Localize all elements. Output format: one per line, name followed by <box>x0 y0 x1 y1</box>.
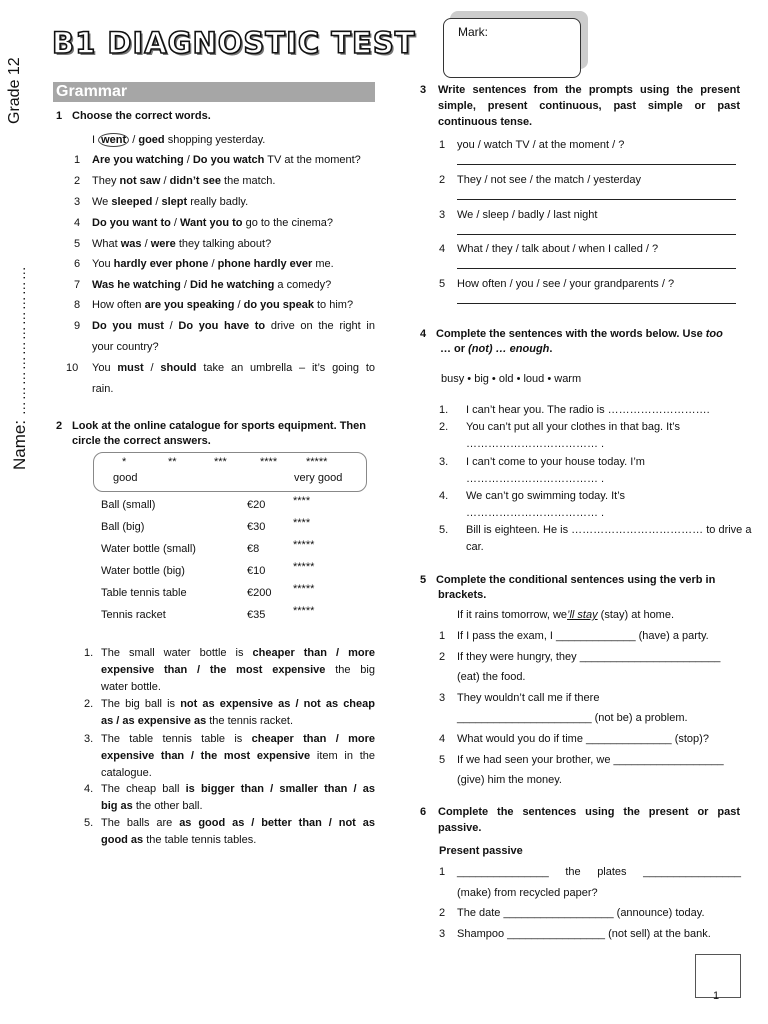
q6-number: 6 <box>420 806 427 818</box>
q6-word-2: plates <box>597 866 627 878</box>
q3-item-number: 4 <box>439 243 446 255</box>
q1-option-sep: / <box>183 154 193 166</box>
q1-option-b: were <box>150 238 176 250</box>
catalogue-item-name: Ball (small) <box>101 499 156 511</box>
q1-item-pre: What <box>92 238 121 250</box>
q5-item-number: 2 <box>439 651 446 663</box>
q5-item-number: 3 <box>439 692 446 704</box>
q1-option-a: was <box>120 238 142 250</box>
catalogue-item-name: Table tennis table <box>101 587 187 599</box>
q3-item-number: 2 <box>439 174 446 186</box>
q5-example-pre: If it rains tomorrow, we <box>457 609 568 621</box>
q5-item-number: 5 <box>439 754 446 766</box>
catalogue-item-rating: ***** <box>293 605 315 617</box>
q1-example <box>92 134 265 146</box>
q1-option-b: didn’t see <box>169 175 221 187</box>
q6-item-number: 3 <box>439 928 446 940</box>
q4-item-line2: ……………………………… . <box>466 473 605 485</box>
q5-item-line2: ______________________ (not be) a problem. <box>457 712 688 724</box>
q5-item-line2: (give) him the money. <box>457 774 562 786</box>
q6-item-line2: (make) from recycled paper? <box>457 887 598 899</box>
catalogue-item-name: Water bottle (big) <box>101 565 185 577</box>
scale-star-3: *** <box>214 456 227 468</box>
catalogue-item-rating: ***** <box>293 539 315 551</box>
q1-option-a: Do you must <box>92 320 164 332</box>
q2-sentence-tail: item in the <box>310 750 375 762</box>
q4-item-line2: ……………………………… . <box>466 507 605 519</box>
q5-item-line1: If I pass the exam, I _____________ (have) a party. <box>457 630 709 642</box>
page-number: 1 <box>713 990 720 1002</box>
q4-item-line2: ……………………………… . <box>466 438 605 450</box>
q2-sentence-options-1: cheaper than / more <box>252 647 375 659</box>
q3-number: 3 <box>420 84 427 96</box>
q2-sentence-number: 3. <box>84 733 94 745</box>
q1-item <box>92 238 375 250</box>
q3-answer-line <box>457 303 736 304</box>
catalogue-item-price: €35 <box>247 609 266 621</box>
q4-prompt-l2b: (not) … enough <box>468 343 550 355</box>
q2-sentence-options-2: good as <box>101 834 144 846</box>
mark-label: Mark: <box>458 25 488 39</box>
q1-option-b: slept <box>161 196 188 208</box>
q1-item-number: 6 <box>74 258 81 270</box>
q1-item-pre: How often <box>92 299 145 311</box>
q1-option-b: do you speak <box>243 299 314 311</box>
q1-option-b: Do you watch <box>192 154 265 166</box>
q2-sentence-options-1: as good as / better than / not as <box>179 817 375 829</box>
q3-answer-line <box>457 268 736 269</box>
q1-option-a: sleeped <box>111 196 153 208</box>
q1-option-b: Did he watching <box>190 279 275 291</box>
q5-example <box>457 609 674 621</box>
catalogue-item-price: €10 <box>247 565 266 577</box>
q1-item <box>92 320 375 332</box>
q3-answer-line <box>457 234 736 235</box>
q1-item-post: TV at the moment? <box>264 154 361 166</box>
q2-sentence-line2 <box>101 715 375 727</box>
q2-sentence-line3: water bottle. <box>101 681 161 693</box>
q1-example-opt2: goed <box>138 134 165 146</box>
q4-item-number: 1. <box>439 404 449 416</box>
q3-item-prompt: They / not see / the match / yesterday <box>457 174 642 186</box>
q6-word-1: the <box>565 866 581 878</box>
q5-item-line1: If we had seen your brother, we __________________ <box>457 754 724 766</box>
catalogue-item-price: €20 <box>247 499 266 511</box>
q2-sentence-tail: the other ball. <box>132 800 203 812</box>
q6-blank-1: _______________ <box>457 866 549 878</box>
q6-prompt-l2: passive. <box>438 822 482 834</box>
q1-item-number: 7 <box>74 279 81 291</box>
q2-sentence-stem: The cheap ball <box>101 783 186 795</box>
q2-sentence-line1 <box>101 817 375 829</box>
q1-option-sep: / <box>234 299 244 311</box>
q2-sentence-number: 2. <box>84 698 94 710</box>
q1-item-post: really badly. <box>187 196 249 208</box>
q4-item-line1: I can’t hear you. The radio is ………………………. <box>466 404 710 416</box>
q2-sentence-line2 <box>101 800 375 812</box>
q1-option-a: Do you want to <box>92 217 171 229</box>
q2-sentence-options-1: not as expensive as / not as cheap <box>180 698 375 710</box>
q1-item-number: 10 <box>66 362 79 374</box>
catalogue-item-rating: ***** <box>293 583 315 595</box>
q4-item-number: 2. <box>439 421 449 433</box>
q1-example-answer-circled: went <box>98 133 129 147</box>
q2-sentence-number: 1. <box>84 647 94 659</box>
q1-item-post: me. <box>312 258 334 270</box>
scale-star-2: ** <box>168 456 177 468</box>
q5-item-line1: If they were hungry, they _______________________ <box>457 651 721 663</box>
q4-prompt-l2 <box>440 343 552 355</box>
q1-item-number: 2 <box>74 175 81 187</box>
q2-sentence-line1 <box>101 783 375 795</box>
q1-item <box>92 196 375 208</box>
catalogue-item-rating: **** <box>293 495 311 507</box>
q3-item-number: 3 <box>439 209 446 221</box>
q5-prompt-l1: Complete the conditional sentences using the verb in <box>436 574 716 586</box>
q1-example-sep: / <box>129 134 139 146</box>
q6-item-line1: Shampoo ________________ (not sell) at the bank. <box>457 928 711 940</box>
q3-prompt-l3: continuous tense. <box>438 116 533 128</box>
q6-blank-2: ________________ <box>643 866 741 878</box>
catalogue-item-name: Ball (big) <box>101 521 145 533</box>
q2-sentence-line1 <box>101 733 375 745</box>
q2-sentence-line2 <box>101 750 375 762</box>
q1-item-pre: You <box>92 258 114 270</box>
scale-star-5: ***** <box>306 456 328 468</box>
q1-item <box>92 175 375 187</box>
q2-sentence-stem: The balls are <box>101 817 180 829</box>
catalogue-item-name: Water bottle (small) <box>101 543 196 555</box>
q4-item-line2: car. <box>466 541 484 553</box>
q1-option-sep: / <box>141 238 151 250</box>
q1-option-sep: / <box>163 320 179 332</box>
q4-word-bank: busy • big • old • loud • warm <box>441 373 582 385</box>
q1-item <box>92 154 375 166</box>
q1-option-sep: / <box>170 217 180 229</box>
q2-sentence-stem: The table tennis table is <box>101 733 252 745</box>
q6-item-number: 2 <box>439 907 446 919</box>
q2-sentence-options-2: expensive than / the most expensive <box>101 750 311 762</box>
catalogue-item-price: €8 <box>247 543 260 555</box>
q4-item-number: 5. <box>439 524 449 536</box>
q5-prompt-l2: brackets. <box>438 589 487 601</box>
q1-item-post: they talking about? <box>175 238 272 250</box>
q1-option-a: not saw <box>119 175 161 187</box>
q2-prompt-l1: Look at the online catalogue for sports equipment. Then <box>72 420 366 432</box>
q1-item-number: 8 <box>74 299 81 311</box>
q1-item-post: drive on the right in <box>265 320 375 332</box>
q3-item-number: 1 <box>439 139 446 151</box>
q1-item-pre: You <box>92 362 118 374</box>
q1-option-b: Want you to <box>180 217 243 229</box>
q2-sentence-number: 5. <box>84 817 94 829</box>
q5-item-number: 4 <box>439 733 446 745</box>
q1-item-post: the match. <box>220 175 276 187</box>
q1-option-a: must <box>117 362 144 374</box>
q5-example-post: (stay) at home. <box>597 609 675 621</box>
q1-number: 1 <box>56 110 63 122</box>
q2-sentence-line2 <box>101 834 375 846</box>
q1-item-post: a comedy? <box>274 279 332 291</box>
q2-sentence-stem: The big ball is <box>101 698 181 710</box>
q3-prompt-l1: Write sentences from the prompts using the present <box>438 84 740 96</box>
q2-sentence-line1 <box>101 698 375 710</box>
q3-prompt-l2: simple, present continuous, past simple or past <box>438 100 740 112</box>
scale-star-1: * <box>122 456 127 468</box>
q4-item-line1: I can’t come to your house today. I’m <box>466 456 645 468</box>
q3-item-prompt: you / watch TV / at the moment / ? <box>457 139 625 151</box>
q4-prompt-l1a: Complete the sentences with the words below. Use <box>436 328 706 340</box>
q4-prompt-l1b: too <box>705 328 723 340</box>
q5-item-line2: (eat) the food. <box>457 671 526 683</box>
q6-subhead: Present passive <box>439 845 523 857</box>
q4-prompt-l1 <box>436 328 723 340</box>
q3-answer-line <box>457 164 736 165</box>
q1-item <box>92 279 375 291</box>
mark-box <box>443 18 581 78</box>
q6-item-line1: The date __________________ (announce) today. <box>457 907 705 919</box>
q1-option-sep: / <box>160 175 170 187</box>
q1-option-b: phone hardly ever <box>217 258 313 270</box>
q1-item-number: 5 <box>74 238 81 250</box>
q5-example-answer: ’ll stay <box>567 609 598 621</box>
q1-item-post: go to the cinema? <box>242 217 334 229</box>
section-bar-grammar: Grammar <box>53 82 375 102</box>
q6-item-line1 <box>457 866 741 878</box>
q1-item <box>92 217 375 229</box>
q5-item-line1: What would you do if time ______________ (stop)? <box>457 733 709 745</box>
q3-item-number: 5 <box>439 278 446 290</box>
scale-low-label: good <box>113 472 138 484</box>
q3-item-prompt: How often / you / see / your grandparents / ? <box>457 278 675 290</box>
q1-item-number: 3 <box>74 196 81 208</box>
q1-option-sep: / <box>208 258 218 270</box>
q1-item-number: 4 <box>74 217 81 229</box>
q2-sentence-options-1: is bigger than / smaller than / as <box>185 783 375 795</box>
q5-item-line1: They wouldn’t call me if there <box>457 692 600 704</box>
q1-item-number: 9 <box>74 320 81 332</box>
q2-sentence-line1 <box>101 647 375 659</box>
q5-number: 5 <box>420 574 427 586</box>
name-label: Name: <box>10 419 29 470</box>
catalogue-item-rating: **** <box>293 517 311 529</box>
q4-prompt-l2c: . <box>549 343 553 355</box>
q1-option-a: Was he watching <box>92 279 181 291</box>
name-field <box>10 265 30 470</box>
q1-option-a: are you speaking <box>144 299 235 311</box>
q3-item-prompt: What / they / talk about / when I called / ? <box>457 243 659 255</box>
q1-option-b: should <box>160 362 197 374</box>
q1-item <box>92 258 375 270</box>
q1-option-sep: / <box>143 362 161 374</box>
q4-item-number: 4. <box>439 490 449 502</box>
q1-option-sep: / <box>152 196 162 208</box>
q2-sentence-line2 <box>101 664 375 676</box>
q1-item-pre: They <box>92 175 120 187</box>
q2-sentence-stem: The small water bottle is <box>101 647 253 659</box>
page-title: B1 DIAGNOSTIC TEST <box>52 26 416 60</box>
q4-prompt-l2a: … or <box>440 343 469 355</box>
q1-option-a: hardly ever phone <box>113 258 209 270</box>
q2-sentence-line3: catalogue. <box>101 767 152 779</box>
q4-item-line1: You can’t put all your clothes in that bag. It’s <box>466 421 681 433</box>
q6-item-number: 1 <box>439 866 446 878</box>
q1-item-pre: We <box>92 196 112 208</box>
q2-sentence-options-1: cheaper than / more <box>251 733 375 745</box>
name-dots: ………………………… <box>12 265 28 416</box>
q2-sentence-options-2: big as <box>101 800 133 812</box>
q1-prompt: Choose the correct words. <box>72 110 211 122</box>
q1-item <box>92 362 375 374</box>
q1-option-a: Are you watching <box>92 154 184 166</box>
q1-item-number: 1 <box>74 154 81 166</box>
q4-item-number: 3. <box>439 456 449 468</box>
q1-option-sep: / <box>180 279 190 291</box>
q1-example-pre: I <box>92 134 99 146</box>
q1-example-post: shopping yesterday. <box>164 134 266 146</box>
grade-label: Grade 12 <box>6 57 23 124</box>
catalogue-item-price: €30 <box>247 521 266 533</box>
catalogue-item-rating: ***** <box>293 561 315 573</box>
q2-sentence-options-2: expensive than / the most expensive <box>101 664 326 676</box>
scale-high-label: very good <box>294 472 343 484</box>
q1-option-b: Do you have to <box>178 320 266 332</box>
q3-answer-line <box>457 199 736 200</box>
q2-sentence-tail: the tennis racket. <box>206 715 294 727</box>
q3-item-prompt: We / sleep / badly / last night <box>457 209 598 221</box>
q4-number: 4 <box>420 328 427 340</box>
q4-item-line1: Bill is eighteen. He is ……………………………… to drive a <box>466 524 752 536</box>
q2-number: 2 <box>56 420 63 432</box>
q2-prompt-l2: circle the correct answers. <box>72 435 211 447</box>
q2-sentence-options-2: as / as expensive as <box>101 715 207 727</box>
catalogue-item-price: €200 <box>247 587 272 599</box>
q1-item-post: take an umbrella – it’s going to <box>196 362 375 374</box>
scale-star-4: **** <box>260 456 278 468</box>
q4-item-line1: We can’t go swimming today. It’s <box>466 490 625 502</box>
q2-sentence-number: 4. <box>84 783 94 795</box>
q5-item-number: 1 <box>439 630 446 642</box>
q1-item <box>92 299 375 311</box>
q2-sentence-tail: the table tennis tables. <box>143 834 257 846</box>
q1-item-continuation: your country? <box>92 341 159 353</box>
q6-prompt-l1: Complete the sentences using the present or past <box>438 806 740 818</box>
catalogue-item-name: Tennis racket <box>101 609 166 621</box>
q2-sentence-tail: the big <box>325 664 375 676</box>
q1-item-post: to him? <box>313 299 354 311</box>
q1-item-continuation: rain. <box>92 383 114 395</box>
